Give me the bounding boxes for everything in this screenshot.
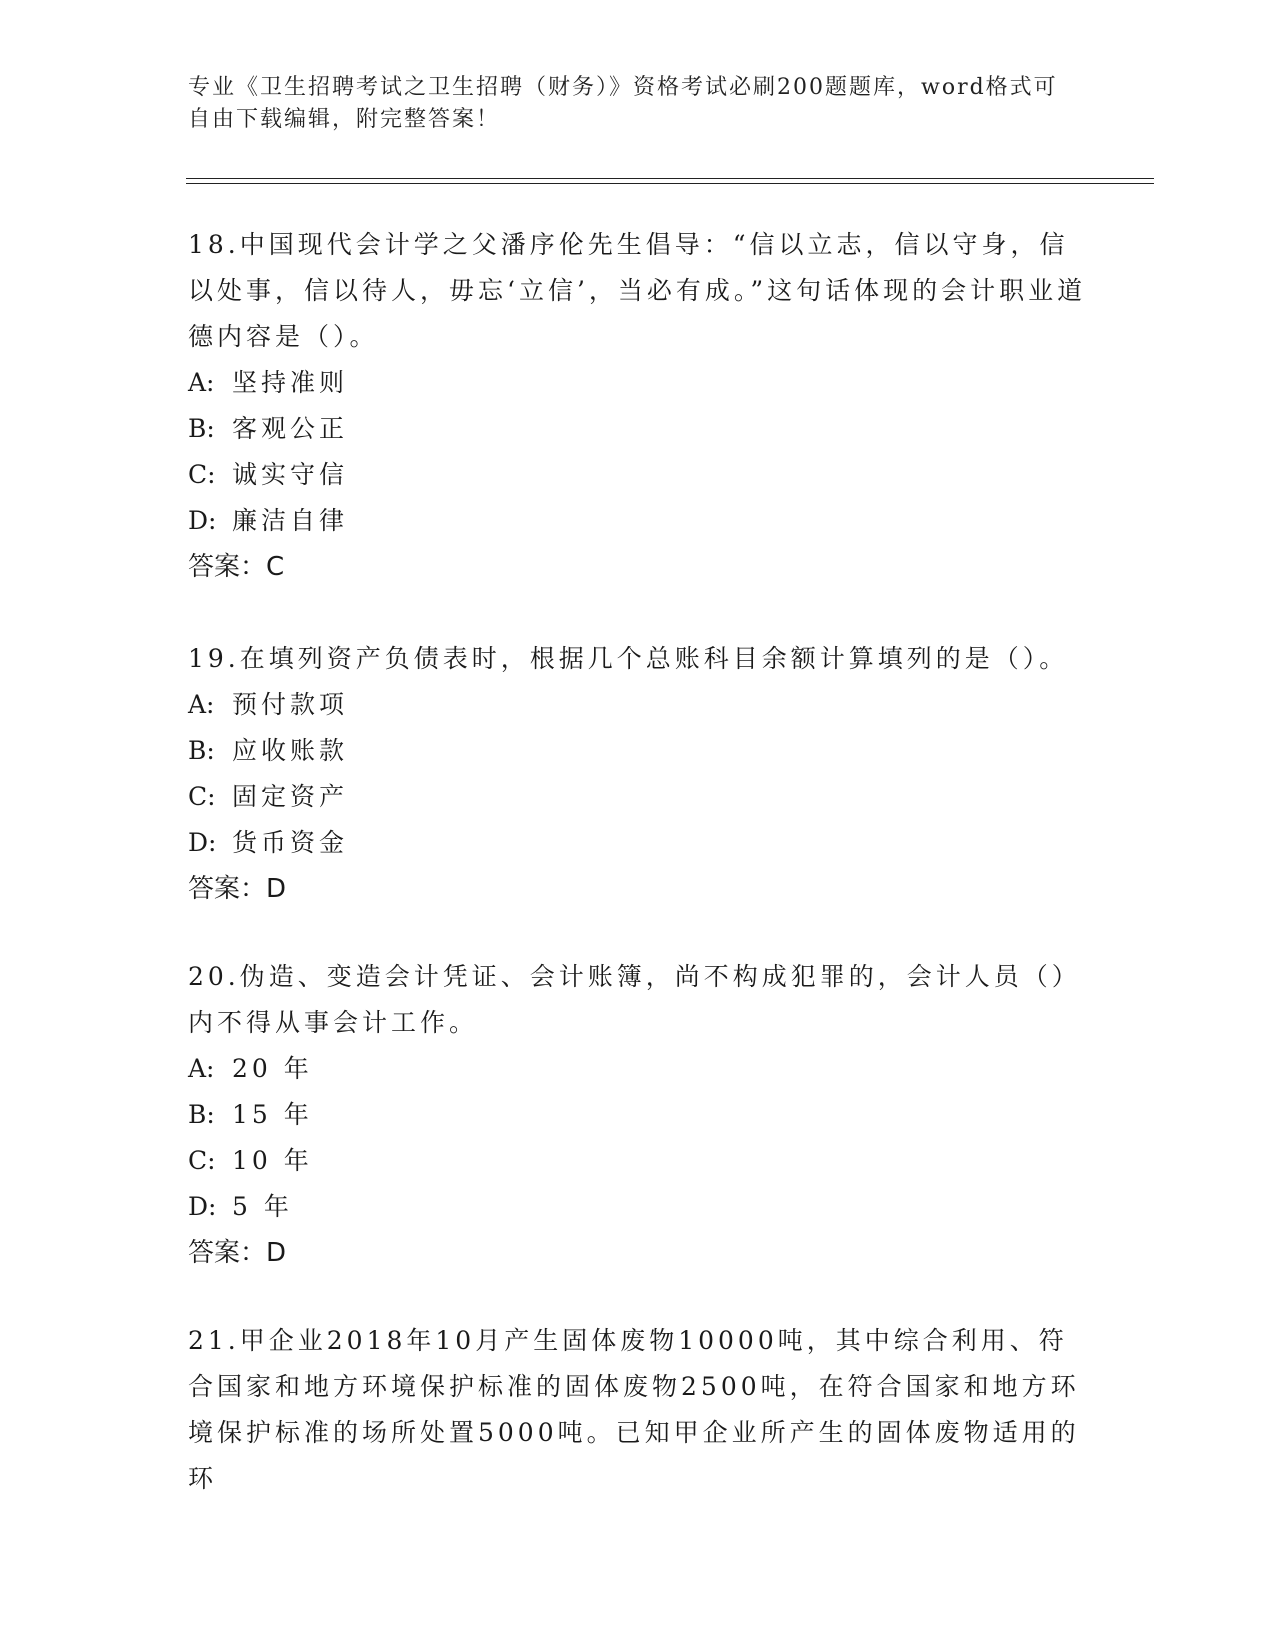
option-key: B: xyxy=(188,414,215,443)
option-key: B: xyxy=(188,1100,215,1129)
option-text: 货币资金 xyxy=(232,828,349,857)
option-key: D: xyxy=(188,828,217,857)
option-text: 诚实守信 xyxy=(232,460,349,489)
question-stem: 20.伪造、变造会计凭证、会计账簿，尚不构成犯罪的，会计人员（）内不得从事会计工作。 xyxy=(188,962,1081,1037)
answer: 答案：C xyxy=(188,552,285,582)
option-a xyxy=(188,1046,1088,1092)
option-key: D: xyxy=(188,506,217,535)
option-text: 20 年 xyxy=(232,1054,313,1083)
question-stem: 21.甲企业2018年10月产生固体废物10000吨，其中综合利用、符合国家和地方环境保护标准的固体废物2500吨，在符合国家和地方环境保护标准的场所处置5000吨。已知甲企业所产生的固体废物适用的环 xyxy=(188,1326,1080,1493)
option-c xyxy=(188,452,1088,498)
option-c xyxy=(188,1138,1088,1184)
question-stem: 19.在填列资产负债表时，根据几个总账科目余额计算填列的是（）。 xyxy=(188,644,1069,673)
option-key: C: xyxy=(188,782,216,811)
option-c xyxy=(188,774,1088,820)
answer: 答案：D xyxy=(188,1238,287,1268)
option-text: 客观公正 xyxy=(232,414,349,443)
option-a xyxy=(188,682,1088,728)
option-text: 10 年 xyxy=(232,1146,313,1175)
option-text: 5 年 xyxy=(232,1192,293,1221)
header-divider-second xyxy=(186,183,1154,184)
option-key: D: xyxy=(188,1192,217,1221)
option-key: C: xyxy=(188,1146,216,1175)
option-text: 廉洁自律 xyxy=(232,506,349,535)
question-stem: 18.中国现代会计学之父潘序伦先生倡导：“信以立志，信以守身，信以处事，信以待人，毋忘‘立信’，当必有成。”这句话体现的会计职业道德内容是（）。 xyxy=(188,230,1087,351)
option-b xyxy=(188,728,1088,774)
option-text: 坚持准则 xyxy=(232,368,349,397)
option-text: 固定资产 xyxy=(232,782,349,811)
question-19 xyxy=(188,636,1088,912)
header-divider xyxy=(186,178,1154,179)
option-d xyxy=(188,498,1088,544)
option-key: C: xyxy=(188,460,216,489)
question-18 xyxy=(188,222,1088,590)
option-text: 预付款项 xyxy=(232,690,349,719)
answer: 答案：D xyxy=(188,874,287,904)
option-a xyxy=(188,360,1088,406)
option-key: A: xyxy=(188,368,215,397)
option-d xyxy=(188,820,1088,866)
option-text: 应收账款 xyxy=(232,736,349,765)
option-key: B: xyxy=(188,736,215,765)
option-text: 15 年 xyxy=(232,1100,313,1129)
document-header: 专业《卫生招聘考试之卫生招聘（财务）》资格考试必刷200题题库，word格式可自由下载编辑，附完整答案！ xyxy=(188,75,1058,132)
option-b xyxy=(188,1092,1088,1138)
option-key: A: xyxy=(188,690,215,719)
question-20 xyxy=(188,954,1088,1276)
question-21 xyxy=(188,1318,1088,1502)
option-key: A: xyxy=(188,1054,215,1083)
option-b xyxy=(188,406,1088,452)
option-d xyxy=(188,1184,1088,1230)
